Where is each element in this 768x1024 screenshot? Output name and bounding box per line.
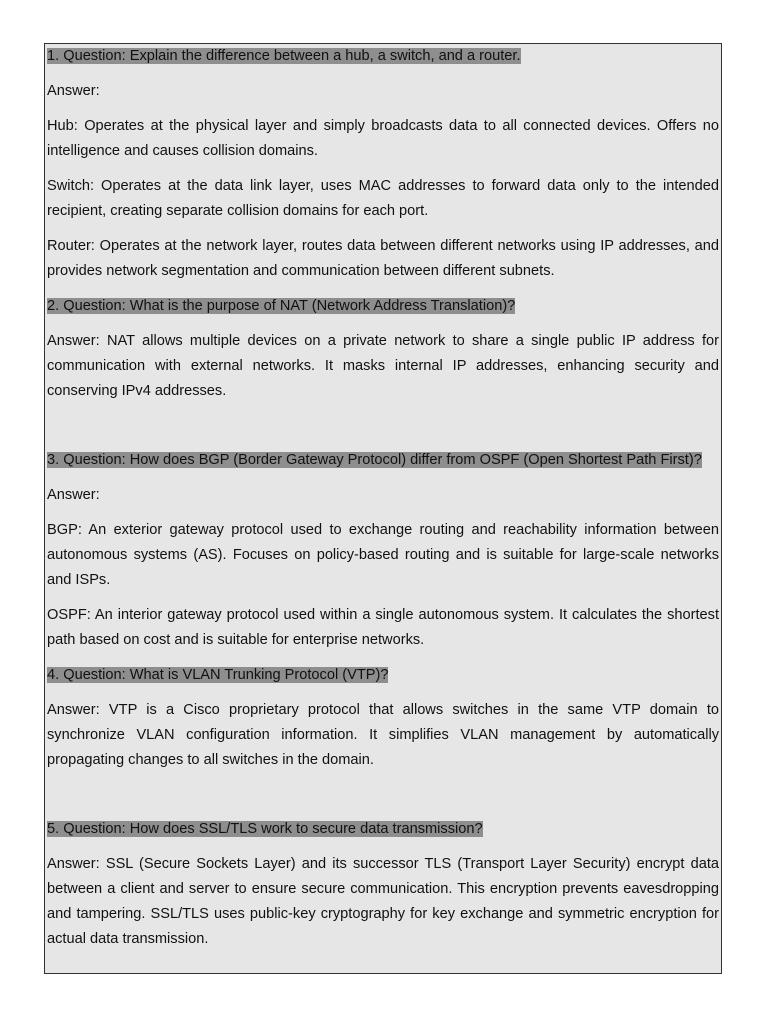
- question-4: 4. Question: What is VLAN Trunking Protocol (VTP)?: [47, 667, 389, 683]
- answer-5: Answer: SSL (Secure Sockets Layer) and its successor TLS (Transport Layer Security) encrypt data between a client and server to ensure secure communication. This encryption prevents eavesdropping and tampering. SSL/TLS uses public-key cryptography for key exchange and symmetric encryption for actual data transmission.: [47, 856, 719, 947]
- answer-point-ospf: OSPF: An interior gateway protocol used within a single autonomous system. It calculates the shortest path based on cost and is suitable for enterprise networks.: [47, 607, 719, 648]
- answer-point-switch: Switch: Operates at the data link layer, uses MAC addresses to forward data only to the intended recipient, creating separate collision domains for each port.: [47, 178, 719, 219]
- question-3: 3. Question: How does BGP (Border Gateway Protocol) differ from OSPF (Open Shortest Path First)?: [47, 452, 702, 468]
- answer-point-bgp: BGP: An exterior gateway protocol used to exchange routing and reachability information between autonomous systems (AS). Focuses on policy-based routing and is suitable for large-scale networks and ISPs.: [47, 522, 719, 588]
- question-5: 5. Question: How does SSL/TLS work to secure data transmission?: [47, 821, 483, 837]
- answer-2: Answer: NAT allows multiple devices on a private network to share a single public IP address for communication with external networks. It masks internal IP addresses, enhancing security and conserving IPv4 addresses.: [47, 333, 719, 399]
- qa-content-box: [44, 43, 722, 974]
- answer-4: Answer: VTP is a Cisco proprietary protocol that allows switches in the same VTP domain to synchronize VLAN configuration information. It simplifies VLAN management by automatically propagating changes to all switches in the domain.: [47, 702, 719, 768]
- answer-point-router: Router: Operates at the network layer, routes data between different networks using IP addresses, and provides network segmentation and communication between different subnets.: [47, 238, 719, 279]
- answer-label-1: Answer:: [47, 83, 100, 99]
- question-1: 1. Question: Explain the difference between a hub, a switch, and a router.: [47, 48, 521, 64]
- answer-point-hub: Hub: Operates at the physical layer and simply broadcasts data to all connected devices. Offers no intelligence and causes collision domains.: [47, 118, 719, 159]
- question-2: 2. Question: What is the purpose of NAT (Network Address Translation)?: [47, 298, 516, 314]
- answer-label-3: Answer:: [47, 487, 100, 503]
